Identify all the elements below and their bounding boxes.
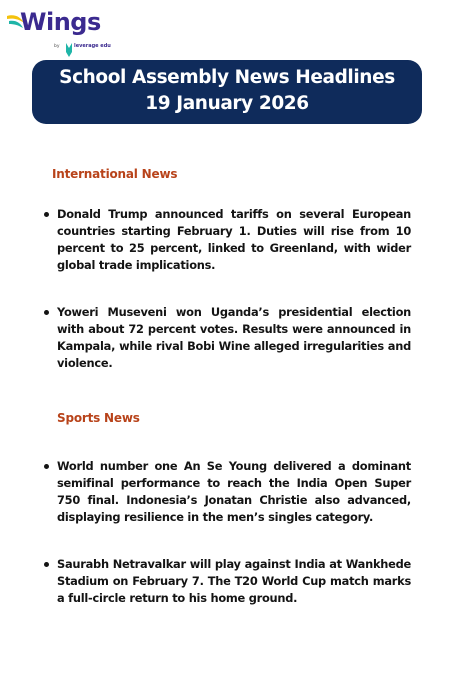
news-item: World number one An Se Young delivered a dominant semifinal performance to reach the India Open Super 750 final. Indonesia’s Jonatan Christie also advanced, displaying resilience in the men’s singles category. (57, 459, 411, 524)
section-heading-sports: Sports News (57, 411, 140, 425)
brand-logo (6, 8, 116, 60)
news-item: Saurabh Netravalkar will play against India at Wankhede Stadium on February 7. The T20 World Cup match marks a full-circle return to his home ground. (57, 557, 411, 605)
logo-by-text: by (54, 44, 60, 49)
bullet-icon (44, 310, 49, 315)
leverage-edu-mark-icon (64, 42, 74, 58)
logo-subbrand: leverage edu (74, 43, 111, 49)
bullet-icon (44, 562, 49, 567)
news-item: Yoweri Museveni won Uganda’s presidential election with about 72 percent votes. Results were announced in Kampala, while rival Bobi Wine alleged irregularities and violence. (57, 305, 411, 370)
bullet-icon (44, 212, 49, 217)
logo-wordmark: Wings (20, 8, 101, 36)
page-date: 19 January 2026 (145, 93, 309, 114)
bullet-icon (44, 464, 49, 469)
section-heading-international: International News (52, 167, 178, 181)
title-banner (32, 60, 422, 124)
page-title: School Assembly News Headlines (59, 67, 395, 88)
news-item: Donald Trump announced tariffs on several European countries starting February 1. Duties will rise from 10 percent to 25 percent, linked to Greenland, with wider global trade implications. (57, 207, 411, 272)
